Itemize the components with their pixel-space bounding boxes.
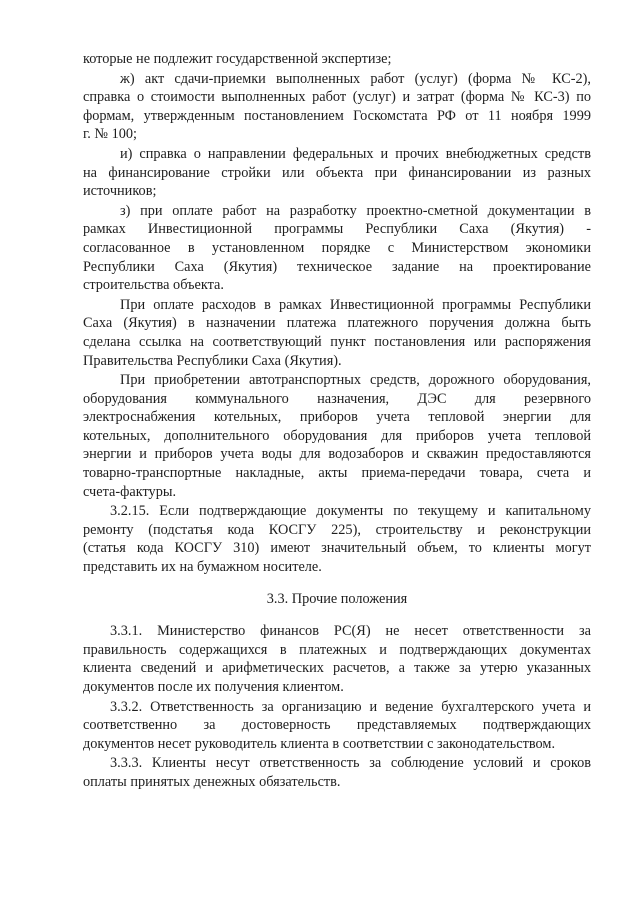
paragraph-3-2-15 [83,502,591,576]
text-line: оборудования коммунального назначения, ДЭС для резервного [83,390,591,407]
text-line: оплаты принятых денежных обязательств. [83,773,341,790]
text-line: 3.2.15. Если подтверждающие документы по текущему и капитальному [110,503,591,520]
text-line: справка о стоимости выполненных работ (услуг) и затрат (форма № КС-3) по [83,89,591,106]
text-line: котельных, дополнительного оборудования для приборов учета тепловой [83,427,591,444]
text-line: которые не подлежит государственной экспертизе; [83,51,392,67]
text-line: на финансирование стройки или объекта при финансировании из разных [83,164,591,181]
paragraph-investment-payment [83,296,591,370]
text-line: товарно-транспортные накладные, акты приема-передачи товара, счета и [83,465,591,482]
paragraph-continuation [83,50,591,69]
paragraph-item-i [83,145,591,201]
text-line: При оплате расходов в рамках Инвестиционной программы Республики [120,296,591,313]
text-line: ж) акт сдачи-приемки выполненных работ (услуг) (форма № КС-2), [120,70,591,87]
text-line: сделана ссылка на соответствующий пункт постановления или распоряжения [83,333,591,350]
text-line: документов после их получения клиентом. [83,679,344,695]
paragraph-3-3-1 [83,622,591,696]
text-line: счета-фактуры. [83,483,177,500]
text-line: г. № 100; [83,126,138,143]
text-line: (статья кода КОСГУ 310) имеют значительный объем, то клиенты могут [83,540,591,557]
text-line: 3.3.2. Ответственность за организацию и ведение бухгалтерского учета и [110,698,591,715]
text-line: Правительства Республики Саха (Якутия). [83,352,342,369]
text-line: электроснабжения котельных, приборов учета тепловой энергии для [83,409,591,426]
paragraph-item-zh [83,70,591,144]
text-line: При приобретении автотранспортных средств, дорожного оборудования, [120,372,591,389]
text-line: соответственно за достоверность представляемых подтверждающих [83,717,591,734]
text-line: Республики Саха (Якутия) техническое задание на проектирование [83,258,591,275]
paragraph-3-3-3 [83,754,591,791]
document-page [83,50,591,793]
paragraph-item-z [83,202,591,295]
text-line: представить их на бумажном носителе. [83,559,322,576]
text-line: рамках Инвестиционной программы Республики Саха (Якутия) - [83,221,591,238]
text-line: 3.3.3. Клиенты несут ответственность за соблюдение условий и сроков [110,755,591,772]
text-line: клиента сведений и арифметических расчетов, а также за утерю указанных [83,660,591,677]
text-line: Саха (Якутия) в назначении платежа платежного поручения должна быть [83,315,591,332]
text-line: правильность содержащихся в платежных и подтверждающих документах [83,641,591,658]
text-line: энергии и приборов учета воды для водозаборов и скважин предоставляются [83,446,591,463]
text-line: источников; [83,183,157,200]
paragraph-3-3-2 [83,698,591,754]
paragraph-vehicle-purchase [83,371,591,501]
section-heading: 3.3. Прочие положения [266,590,408,607]
text-line: документов несет руководитель клиента в соответствии с законодательством. [83,735,556,752]
text-line: формам, утвержденным постановлением Госкомстата РФ от 11 ноября 1999 [83,107,591,124]
text-line: и) справка о направлении федеральных и прочих внебюджетных средств [120,145,591,162]
text-line: 3.3.1. Министерство финансов РС(Я) не несет ответственности за [110,623,591,640]
text-line: строительства объекта. [83,277,224,294]
text-line: з) при оплате работ на разработку проектно-сметной документации в [120,202,591,219]
text-line: ремонту (подстатья кода КОСГУ 225), строительству и реконструкции [83,521,591,538]
text-line: согласованное в установленном порядке с Министерством экономики [83,239,591,256]
